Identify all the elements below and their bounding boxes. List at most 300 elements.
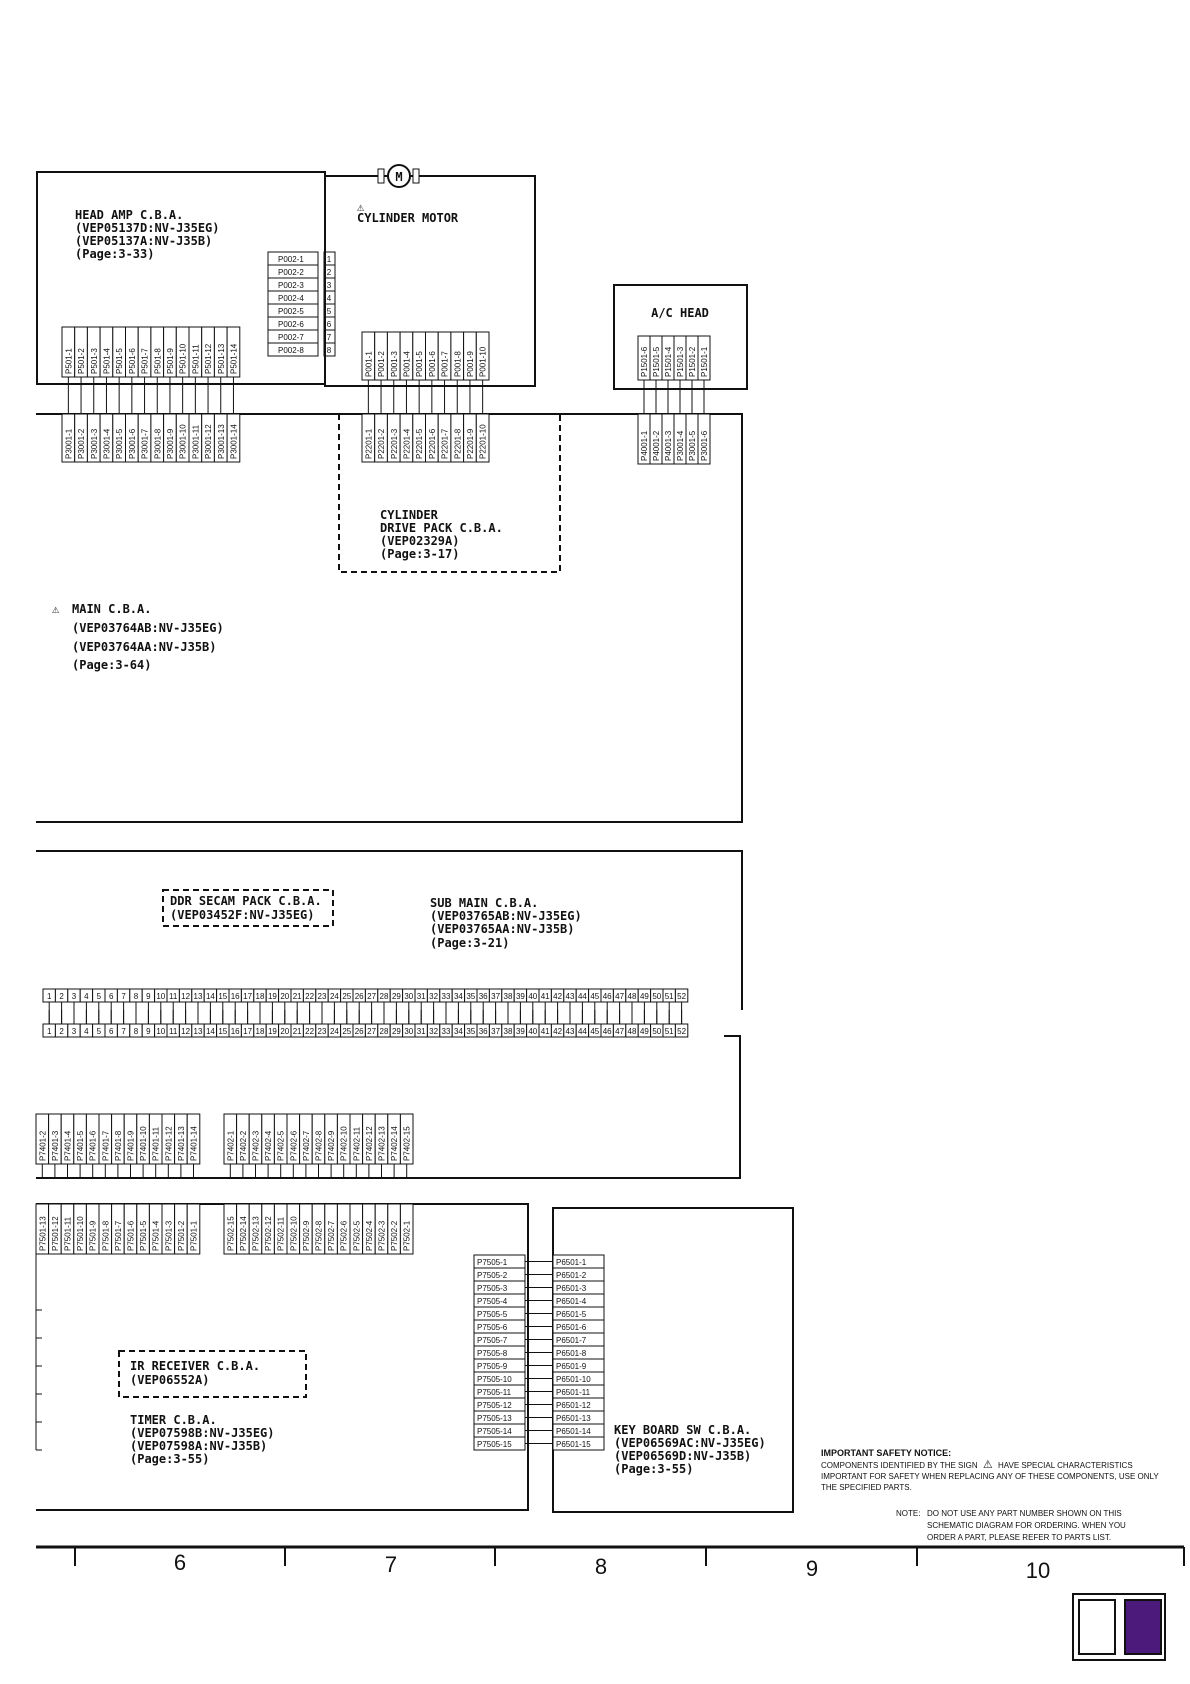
pin-p7401-4 [61,1114,74,1178]
connector-pin-19 [266,1010,278,1037]
connector-pin-3 [68,1010,80,1037]
svg-text:P7502-9: P7502-9 [301,1220,311,1251]
pin-p7505-4 [474,1294,553,1307]
pin-p4001-3 [662,414,674,464]
head-amp-part-2: (VEP05137A:NV-J35B) [75,234,213,248]
svg-text:8: 8 [133,1027,139,1036]
svg-text:P7401-5: P7401-5 [76,1130,86,1161]
svg-text:P7502-1: P7502-1 [402,1220,412,1251]
cyl-drive-line-2: DRIVE PACK C.B.A. [380,521,503,535]
pin-p001-1 [362,332,375,414]
svg-text:44: 44 [577,1027,587,1036]
connector-pin-33 [440,1010,452,1037]
pin-p6501-6 [553,1320,604,1333]
pin-p001-10 [476,332,489,414]
svg-text:15: 15 [218,1027,228,1036]
svg-text:18: 18 [255,1027,265,1036]
svg-text:P6501-5: P6501-5 [556,1310,587,1319]
timer-part-2: (VEP07598A:NV-J35B) [130,1439,268,1453]
svg-text:5: 5 [326,307,332,316]
pin-p7401-8 [112,1114,125,1178]
pin-p7505-15 [474,1437,553,1450]
sub-main-title: SUB MAIN C.B.A. [430,896,539,910]
pin-p7501-5 [137,1204,150,1254]
svg-text:P2201-9: P2201-9 [465,428,475,459]
svg-text:P002-8: P002-8 [278,346,304,355]
svg-text:7: 7 [121,992,126,1001]
keyboard-page: (Page:3-55) [614,1462,694,1476]
svg-text:P3001-13: P3001-13 [216,424,226,459]
svg-text:8: 8 [133,992,139,1001]
svg-text:36: 36 [478,992,488,1001]
pin-p6501-11 [553,1385,604,1398]
svg-text:1: 1 [326,255,332,264]
pin-p501-9 [164,327,177,414]
svg-text:P7501-5: P7501-5 [139,1220,149,1251]
svg-text:P6501-14: P6501-14 [556,1427,591,1436]
svg-text:5: 5 [96,992,102,1001]
svg-text:P6501-8: P6501-8 [556,1349,587,1358]
p7402-connector [224,1114,413,1178]
svg-text:P3001-3: P3001-3 [89,428,99,459]
svg-text:P7502-11: P7502-11 [276,1216,286,1251]
keyboard-title: KEY BOARD SW C.B.A. [614,1423,752,1437]
pin-p7401-12 [162,1114,175,1178]
svg-text:35: 35 [466,992,476,1001]
svg-text:P7501-6: P7501-6 [126,1220,136,1251]
svg-text:43: 43 [565,1027,575,1036]
svg-text:10: 10 [156,992,166,1001]
safety-line1-post: HAVE SPECIAL CHARACTERISTICS [997,1461,1133,1470]
svg-text:P7401-3: P7401-3 [50,1130,60,1161]
pin-p7402-15 [400,1114,413,1178]
pin-p3001-4 [674,414,686,464]
svg-text:45: 45 [590,1027,600,1036]
pin-p7501-9 [86,1204,99,1254]
svg-text:12: 12 [181,992,191,1001]
pin-p3001-6 [126,414,139,462]
pin-p6501-12 [553,1398,604,1411]
svg-text:P2201-2: P2201-2 [377,428,387,459]
svg-text:P501-11: P501-11 [191,344,201,374]
svg-text:13: 13 [193,992,203,1001]
pin-p501-10 [176,327,189,414]
svg-text:P3001-4: P3001-4 [676,430,685,461]
svg-text:2: 2 [59,992,64,1001]
svg-text:6: 6 [108,1027,114,1036]
pin-p7402-12 [363,1114,376,1178]
pin-p6501-5 [553,1307,604,1320]
svg-text:43: 43 [565,992,575,1001]
svg-text:P2201-4: P2201-4 [402,428,412,459]
svg-text:30: 30 [404,992,414,1001]
connector-pin-26 [353,1010,365,1037]
svg-text:P7401-8: P7401-8 [113,1130,123,1161]
svg-text:P7502-15: P7502-15 [226,1216,236,1251]
pin-p7402-1 [224,1114,237,1178]
pin-p7502-12 [262,1204,275,1254]
svg-text:P6501-12: P6501-12 [556,1401,591,1410]
safety-notice [821,1448,1159,1492]
svg-text:4: 4 [84,992,89,1001]
pin-p7502-15 [224,1204,237,1254]
pin-p1501-3 [674,336,686,414]
pin-p6501-15 [553,1437,604,1450]
svg-text:51: 51 [664,992,674,1001]
connector-pin-37 [489,1010,501,1037]
connector-pin-25 [341,1010,353,1037]
timer-page: (Page:3-55) [130,1452,210,1466]
svg-text:P4001-1: P4001-1 [640,430,649,461]
pin-p7505-2 [474,1268,553,1281]
svg-text:28: 28 [379,1027,389,1036]
keyboard-sw-block [553,1208,793,1512]
svg-text:22: 22 [305,992,315,1001]
svg-text:P2201-8: P2201-8 [453,428,463,459]
svg-text:P2201-1: P2201-1 [364,428,374,459]
safety-notice-line-1 [821,1459,1133,1471]
pin-p3001-4 [100,414,113,462]
pin-p7502-13 [249,1204,262,1254]
pin-p3001-3 [87,414,100,462]
svg-text:P7501-4: P7501-4 [151,1220,161,1251]
svg-text:P1501-2: P1501-2 [688,346,697,377]
pin-p7505-8 [474,1346,553,1359]
svg-text:20: 20 [280,1027,290,1036]
pin-p7401-6 [86,1114,99,1178]
svg-text:P7402-9: P7402-9 [327,1130,337,1161]
pin-p7402-6 [287,1114,300,1178]
connector-pin-43 [564,1010,576,1037]
pin-p6501-14 [553,1424,604,1437]
svg-text:P3001-1: P3001-1 [64,428,74,459]
svg-text:P7502-4: P7502-4 [364,1220,374,1251]
svg-text:P7505-10: P7505-10 [477,1375,512,1384]
svg-text:P3001-11: P3001-11 [191,424,201,459]
p7505-connector [474,1255,553,1450]
svg-text:30: 30 [404,1027,414,1036]
head-amp-title: HEAD AMP C.B.A. [75,208,184,222]
pin-p6501-1 [553,1255,604,1268]
sub-main-block [36,851,742,1178]
pin-p3001-10 [176,414,189,462]
svg-text:7: 7 [121,1027,126,1036]
svg-text:P002-7: P002-7 [278,333,304,342]
svg-text:P1501-3: P1501-3 [676,346,685,377]
pin-p2201-1 [362,414,375,462]
connector-pin-45 [589,1010,601,1037]
safety-line1-pre: COMPONENTS IDENTIFIED BY THE SIGN [821,1461,978,1470]
svg-text:P001-5: P001-5 [415,351,425,377]
cylinder-motor-block [325,165,535,414]
svg-text:P7501-13: P7501-13 [38,1216,48,1251]
pin-p7505-7 [474,1333,553,1346]
svg-text:P7505-3: P7505-3 [477,1284,508,1293]
pin-p7502-9 [300,1204,313,1254]
svg-text:P501-14: P501-14 [229,343,239,374]
svg-text:19: 19 [267,992,277,1001]
svg-text:P3001-9: P3001-9 [165,428,175,459]
svg-text:27: 27 [367,1027,377,1036]
svg-text:P7402-4: P7402-4 [264,1130,274,1161]
svg-text:P501-6: P501-6 [127,348,137,374]
svg-text:32: 32 [429,1027,439,1036]
svg-text:P001-4: P001-4 [402,351,412,377]
connector-pin-8 [130,1010,142,1037]
svg-text:46: 46 [602,1027,612,1036]
svg-text:4: 4 [84,1027,89,1036]
connector-52-bottom [43,1010,688,1037]
pin-p6501-10 [553,1372,604,1385]
svg-text:P7501-1: P7501-1 [189,1220,199,1251]
pin-p7505-12 [474,1398,553,1411]
connector-pin-4 [80,1010,92,1037]
connector-pin-17 [241,1010,253,1037]
svg-text:P6501-7: P6501-7 [556,1336,587,1345]
motor-symbol-letter: M [395,170,403,184]
svg-text:52: 52 [677,992,687,1001]
svg-text:P7501-3: P7501-3 [164,1220,174,1251]
svg-text:P7502-13: P7502-13 [251,1216,261,1251]
svg-text:47: 47 [615,992,625,1001]
pin-p2201-6 [426,414,439,462]
svg-text:P4001-3: P4001-3 [664,430,673,461]
ruler-label-6: 6 [173,1550,187,1575]
svg-text:21: 21 [292,1027,302,1036]
color-swatch [1073,1594,1165,1660]
svg-text:P001-6: P001-6 [427,351,437,377]
pin-p7401-10 [137,1114,150,1178]
svg-text:39: 39 [515,992,525,1001]
svg-text:P2201-6: P2201-6 [427,428,437,459]
svg-text:P7501-8: P7501-8 [101,1220,111,1251]
svg-text:P7501-12: P7501-12 [50,1216,60,1251]
pin-p7501-6 [124,1204,137,1254]
svg-text:P001-1: P001-1 [364,351,374,377]
connector-pin-24 [328,1010,340,1037]
connector-pin-7 [117,1010,129,1037]
svg-text:P7402-12: P7402-12 [364,1126,374,1161]
connector-pin-51 [663,1010,675,1037]
svg-text:P7505-2: P7505-2 [477,1271,508,1280]
pin-p501-13 [214,327,227,414]
pin-p7402-4 [262,1114,275,1178]
svg-text:P7501-10: P7501-10 [76,1216,86,1251]
pin-p3001-11 [189,414,202,462]
connector-pin-6 [105,1010,117,1037]
p501-connector [62,327,240,414]
timer-block [36,1204,553,1510]
svg-text:32: 32 [429,992,439,1001]
keyboard-part-1: (VEP06569AC:NV-J35EG) [614,1436,766,1450]
svg-text:38: 38 [503,1027,513,1036]
pin-p7502-3 [375,1204,388,1254]
svg-text:P7502-7: P7502-7 [327,1220,337,1251]
svg-text:P6501-2: P6501-2 [556,1271,587,1280]
svg-text:P6501-13: P6501-13 [556,1414,591,1423]
connector-pin-35 [465,1010,477,1037]
svg-text:2: 2 [326,268,332,277]
ddr-secam-title: DDR SECAM PACK C.B.A. [170,894,322,908]
sub-main-part-2: (VEP03765AA:NV-J35B) [430,922,575,936]
pin-p7501-1 [187,1204,200,1254]
pin-p3001-1 [62,414,75,462]
pin-p501-12 [202,327,215,414]
connector-pin-32 [427,1010,439,1037]
svg-text:P7505-8: P7505-8 [477,1349,508,1358]
svg-text:9: 9 [146,992,151,1001]
svg-text:P3001-14: P3001-14 [229,424,239,459]
pin-p7505-6 [474,1320,553,1333]
svg-text:P7505-11: P7505-11 [477,1388,512,1397]
pin-p4001-1 [638,414,650,464]
main-warning-icon: ⚠ [52,602,60,616]
svg-text:P6501-6: P6501-6 [556,1323,587,1332]
svg-text:P001-2: P001-2 [377,351,387,377]
pin-p1501-2 [686,336,698,414]
svg-text:P7401-11: P7401-11 [151,1126,161,1161]
p1501-connector [638,336,710,414]
svg-text:14: 14 [205,1027,215,1036]
svg-text:P7502-12: P7502-12 [264,1216,274,1251]
svg-text:P2201-5: P2201-5 [415,428,425,459]
svg-text:P7402-14: P7402-14 [390,1126,400,1161]
pin-p7502-7 [325,1204,338,1254]
pin-p3001-14 [227,414,240,462]
ruler-label-10: 10 [1025,1558,1051,1583]
svg-text:37: 37 [491,1027,501,1036]
p4001-connector [638,414,710,464]
svg-text:46: 46 [602,992,612,1001]
safety-notice-line-2: IMPORTANT FOR SAFETY WHEN REPLACING ANY OF THESE COMPONENTS, USE ONLY [821,1472,1159,1481]
pin-p6501-9 [553,1359,604,1372]
pin-p1501-5 [650,336,662,414]
pin-p3001-9 [164,414,177,462]
connector-pin-42 [551,1010,563,1037]
svg-text:2: 2 [59,1027,64,1036]
svg-text:38: 38 [503,992,513,1001]
pin-p501-2 [75,327,88,414]
svg-text:P7402-3: P7402-3 [251,1130,261,1161]
ac-head-title: A/C HEAD [651,306,709,320]
svg-text:49: 49 [639,1027,649,1036]
ac-head-block [614,285,747,414]
svg-text:26: 26 [354,1027,364,1036]
pin-p7505-11 [474,1385,553,1398]
svg-text:P7505-14: P7505-14 [477,1427,512,1436]
note-line-2: SCHEMATIC DIAGRAM FOR ORDERING. WHEN YOU [927,1521,1126,1530]
pin-p4001-2 [650,414,662,464]
pin-p2201-5 [413,414,426,462]
svg-text:P002-2: P002-2 [278,268,304,277]
svg-text:P3001-4: P3001-4 [102,428,112,459]
svg-text:29: 29 [391,992,401,1001]
sub-main-page: (Page:3-21) [430,936,510,950]
svg-text:P501-13: P501-13 [216,343,226,374]
keyboard-part-2: (VEP06569D:NV-J35B) [614,1449,752,1463]
main-cba-part-1: (VEP03764AB:NV-J35EG) [72,621,224,635]
svg-text:45: 45 [590,992,600,1001]
pin-p3001-5 [113,414,126,462]
connector-pin-27 [365,1010,377,1037]
svg-text:P7501-7: P7501-7 [113,1220,123,1251]
pin-p7501-13 [36,1204,49,1254]
pin-p501-8 [151,327,164,414]
pin-p7505-3 [474,1281,553,1294]
connector-pin-40 [527,1010,539,1037]
svg-text:17: 17 [243,1027,253,1036]
svg-text:5: 5 [96,1027,102,1036]
svg-text:P001-3: P001-3 [389,351,399,377]
pin-p7502-11 [274,1204,287,1254]
pin-p501-7 [138,327,151,414]
ruler-label-8: 8 [594,1554,608,1579]
pin-p501-11 [189,327,202,414]
pin-p7502-4 [363,1204,376,1254]
svg-text:37: 37 [491,992,501,1001]
head-amp-block [37,172,335,414]
svg-text:P7402-8: P7402-8 [314,1130,324,1161]
pin-p3001-13 [214,414,227,462]
svg-text:20: 20 [280,992,290,1001]
svg-text:P7402-10: P7402-10 [339,1126,349,1161]
svg-text:P1501-1: P1501-1 [700,346,709,377]
svg-text:P7505-9: P7505-9 [477,1362,508,1371]
pin-p7502-14 [237,1204,250,1254]
svg-text:44: 44 [577,992,587,1001]
pin-p7502-1 [400,1204,413,1254]
svg-text:18: 18 [255,992,265,1001]
connector-pin-48 [626,1010,638,1037]
connector-pin-2 [55,1010,67,1037]
ruler-label-9: 9 [805,1556,819,1581]
connector-pin-16 [229,1010,241,1037]
pin-p7401-13 [175,1114,188,1178]
svg-text:41: 41 [540,1027,550,1036]
ddr-secam-part: (VEP03452F:NV-J35EG) [170,908,315,922]
svg-text:42: 42 [553,1027,563,1036]
svg-text:24: 24 [329,992,339,1001]
pin-p2201-2 [375,414,388,462]
pin-p6501-13 [553,1411,604,1424]
svg-text:P7402-15: P7402-15 [402,1126,412,1161]
svg-text:9: 9 [146,1027,151,1036]
svg-text:P7401-6: P7401-6 [88,1130,98,1161]
head-amp-page: (Page:3-33) [75,247,155,261]
svg-text:P3001-8: P3001-8 [153,428,163,459]
svg-text:P6501-11: P6501-11 [556,1388,591,1397]
svg-text:P501-2: P501-2 [77,348,87,374]
svg-text:P002-1: P002-1 [278,255,304,264]
swatch-filled [1125,1600,1161,1654]
svg-text:P6501-15: P6501-15 [556,1440,591,1449]
svg-text:P6501-9: P6501-9 [556,1362,587,1371]
cyl-drive-line-1: CYLINDER [380,508,438,522]
pin-p1501-6 [638,336,650,414]
svg-text:4: 4 [326,294,332,303]
svg-text:P3001-10: P3001-10 [178,424,188,459]
main-cba-part-2: (VEP03764AA:NV-J35B) [72,640,217,654]
svg-text:P2201-10: P2201-10 [478,424,488,459]
p001-connector [362,332,489,414]
svg-text:13: 13 [193,1027,203,1036]
connector-pin-52 [675,1010,687,1037]
pin-p7401-9 [124,1114,137,1178]
svg-text:P6501-4: P6501-4 [556,1297,587,1306]
svg-text:16: 16 [230,1027,240,1036]
connector-pin-13 [192,1010,204,1037]
svg-text:51: 51 [664,1027,674,1036]
